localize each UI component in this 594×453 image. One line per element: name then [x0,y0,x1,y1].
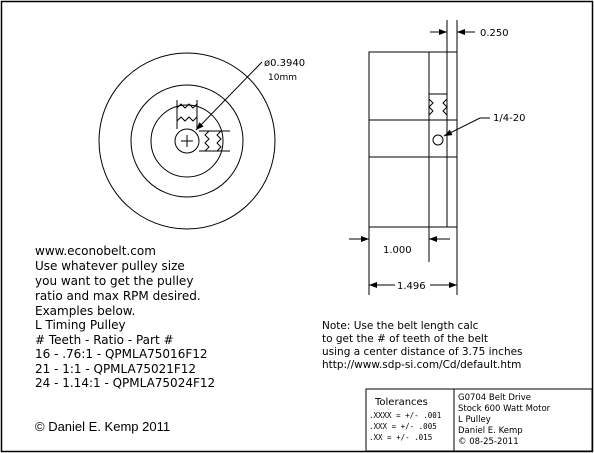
notes-line: www.econobelt.com [35,244,156,258]
notes-line: 16 - .76:1 - QPMLA75016F12 [35,347,208,361]
tolerance-row: .XXX = +/- .005 [369,422,437,431]
copyright-label: © Daniel E. Kemp 2011 [35,419,171,434]
setscrew-h-thread-left [205,131,209,151]
title-block-line: Daniel E. Kemp [458,426,523,436]
hub-width-dim-label: 0.250 [480,28,509,39]
tolerances-title: Tolerances [375,397,428,408]
pulley-notes [35,244,215,390]
setscrew-v-thread-bottom [177,117,197,121]
notes-line: Examples below. [35,304,136,318]
notes-line: L Timing Pulley [35,318,126,332]
tolerance-row: .XXXX = +/- .001 [369,411,442,420]
notes-line: 21 - 1:1 - QPMLA75021F12 [35,362,197,376]
setscrew-hole-circle [433,135,443,145]
notes-line: ratio and max RPM desired. [35,289,201,303]
bore-leader [196,62,262,130]
front-view [99,53,275,229]
title-block-line: © 08-25-2011 [458,437,519,447]
bore-dimension-label: ø0.3940 [264,58,306,69]
title-block [366,389,592,451]
tolerance-row: .XX = +/- .015 [369,433,433,442]
notes-line: # Teeth - Ratio - Part # [35,333,174,347]
side-view [349,20,490,295]
belt-note-line: http://www.sdp-si.com/Cd/default.htm [322,359,522,371]
setscrew-label: 1/4-20 [493,113,526,124]
flange-body [369,52,457,227]
belt-note [322,320,523,371]
overall-width-dim-label: 1.496 [397,281,426,292]
belt-note-line: Note: Use the belt length calc [322,320,479,332]
setscrew-side-thread-right [443,99,447,115]
notes-line: Use whatever pulley size [35,259,185,273]
belt-note-line: to get the # of teeth of the belt [322,333,488,345]
notes-line: you want to get the pulley [35,274,194,288]
bore-metric-label: 10mm [268,73,297,83]
title-block-line: L Pulley [458,415,491,425]
notes-line: 24 - 1.14:1 - QPMLA75024F12 [35,376,216,390]
title-block-line: G0704 Belt Drive [458,393,532,403]
setscrew-leader [444,118,480,136]
setscrew-h-thread-right [217,131,221,151]
belt-note-line: using a center distance of 3.75 inches [322,346,523,358]
title-block-line: Stock 600 Watt Motor [458,404,551,414]
flange-width-dim-label: 1.000 [383,245,412,256]
setscrew-side-thread-left [429,99,433,115]
